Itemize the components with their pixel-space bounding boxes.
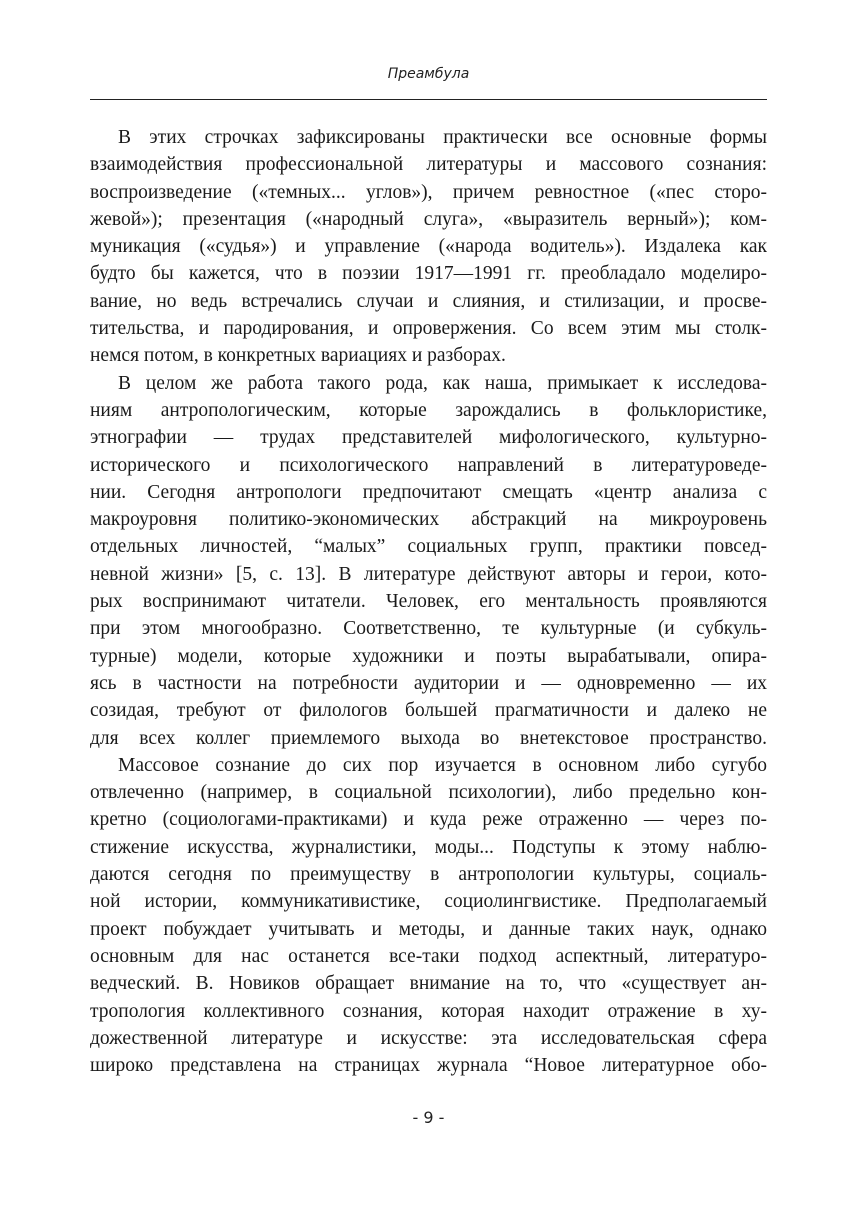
- text-line: невной жизни» [5, с. 13]. В литературе действуют авторы и герои, кото-: [90, 563, 767, 585]
- text-line: взаимодействия профессиональной литературы и массового сознания:: [90, 154, 767, 176]
- paragraph-3: [90, 752, 767, 1080]
- text-line: муникация («судья») и управление («народа водитель»). Издалека как: [90, 236, 767, 258]
- text-line: основным для нас останется все-таки подход аспектный, литературо-: [90, 945, 767, 967]
- text-line: широко представлена на страницах журнала “Новое литературное обо-: [90, 1055, 767, 1077]
- text-line: отдельных личностей, “малых” социальных групп, практики повсед-: [90, 536, 767, 558]
- text-line: турные) модели, которые художники и поэты вырабатывали, опира-: [90, 645, 767, 667]
- text-line: нии. Сегодня антропологи предпочитают смещать «центр анализа с: [90, 481, 767, 503]
- body-text: [90, 124, 767, 1079]
- text-line: рых воспринимают читатели. Человек, его ментальность проявляются: [90, 591, 767, 613]
- text-line: воспроизведение («темных... углов»), причем ревностное («пес сторо-: [90, 181, 767, 203]
- paragraph-1: [90, 124, 767, 370]
- text-line: исторического и психологического направлений в литературоведе-: [90, 454, 767, 476]
- text-line: ной истории, коммуникативистике, социолингвистике. Предполагаемый: [90, 891, 767, 913]
- text-line: созидая, требуют от филологов большей прагматичности и далеко не: [90, 700, 767, 722]
- text-line: будто бы кажется, что в поэзии 1917—1991 гг. преобладало моделиро-: [90, 263, 767, 285]
- text-line: В целом же работа такого рода, как наша, примыкает к исследова-: [118, 372, 767, 394]
- text-line: проект побуждает учитывать и методы, и данные таких наук, однако: [90, 918, 767, 940]
- text-line: ясь в частности на потребности аудитории и — одновременно — их: [90, 672, 767, 694]
- text-line: этнографии — трудах представителей мифологического, культурно-: [90, 427, 767, 449]
- text-line: жевой»); презентация («народный слуга», «выразитель верный»); ком-: [90, 208, 767, 230]
- text-line: отвлеченно (например, в социальной психологии), либо предельно кон-: [90, 782, 767, 804]
- text-line: тропология коллективного сознания, которая находит отражение в ху-: [90, 1000, 767, 1022]
- text-line: ниям антропологическим, которые зарождались в фольклористике,: [90, 399, 767, 421]
- running-head: Преамбула: [387, 66, 470, 82]
- text-line: при этом многообразно. Соответственно, те культурные (и субкуль-: [90, 618, 767, 640]
- text-line: дожественной литературе и искусстве: эта исследовательская сфера: [90, 1027, 767, 1049]
- text-line: тительства, и пародирования, и опровержения. Со всем этим мы столк-: [90, 318, 767, 340]
- text-line: кретно (социологами-практиками) и куда реже отраженно — через по-: [90, 809, 767, 831]
- text-line: В этих строчках зафиксированы практически все основные формы: [118, 127, 767, 148]
- text-line: Массовое сознание до сих пор изучается в основном либо сугубо: [118, 754, 767, 776]
- text-line: немся потом, в конкретных вариациях и разборах.: [90, 345, 506, 367]
- text-line: для всех коллег приемлемого выхода во внетекстовое пространство.: [90, 727, 767, 749]
- text-line: макроуровня политико-экономических абстракций на микроуровень: [90, 509, 767, 531]
- text-line: вание, но ведь встречались случаи и слияния, и стилизации, и просве-: [90, 290, 767, 312]
- header-rule: [90, 99, 767, 100]
- text-line: стижение искусства, журналистики, моды... Подступы к этому наблю-: [90, 836, 767, 858]
- page-number: - 9 -: [412, 1108, 445, 1127]
- text-line: ведческий. В. Новиков обращает внимание на то, что «существует ан-: [90, 973, 767, 995]
- text-line: даются сегодня по преимуществу в антропологии культуры, социаль-: [90, 864, 767, 886]
- paragraph-2: [90, 370, 767, 752]
